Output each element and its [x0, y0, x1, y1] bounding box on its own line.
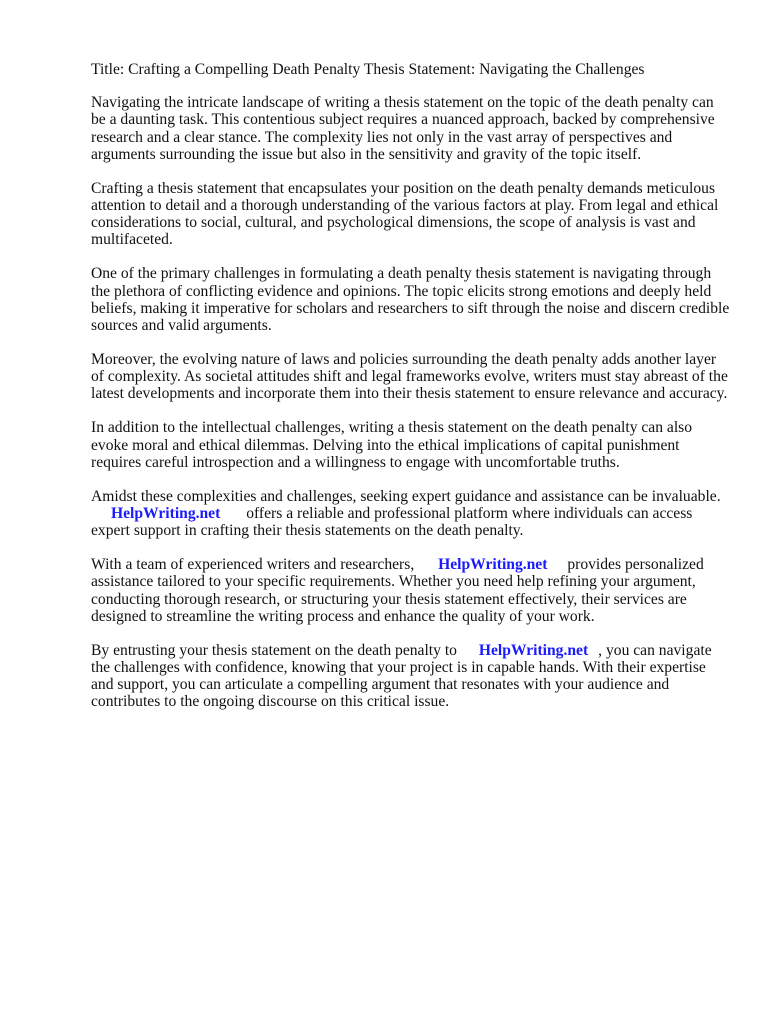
- paragraph-text: With a team of experienced writers and researchers,: [91, 556, 415, 574]
- paragraph-text: By entrusting your thesis statement on the death penalty to: [91, 641, 457, 659]
- paragraph-moral-dilemmas: In addition to the intellectual challenges, writing a thesis statement on the death penalty can also evoke moral and ethical dilemmas. Delving into the ethical implications of capital punishment requires careful introspection and a willingness to engage with uncomfortable truths.: [91, 419, 693, 471]
- document-title: Title: Crafting a Compelling Death Penalty Thesis Statement: Navigating the Challenges: [91, 61, 645, 78]
- paragraph-intro: Navigating the intricate landscape of writing a thesis statement on the topic of the death penalty can be a daunting task. This contentious subject requires a nuanced approach, backed by comprehensive research and a clear stance. The complexity lies not only in the vast array of perspectives and arguments surrounding the issue but also in the sensitivity and gravity of the topic itself.: [91, 94, 715, 163]
- paragraph-team: [91, 556, 731, 625]
- paragraph-text: , you can navigate the challenges with confidence, knowing that your project is in capable hands. With their expertise and support, you can articulate a compelling argument that resonates with your audience and contributes to the ongoing discourse on this critical issue.: [91, 641, 712, 711]
- document-body: [91, 61, 731, 727]
- paragraph-entrusting: [91, 642, 731, 711]
- paragraph-challenges: One of the primary challenges in formulating a death penalty thesis statement is navigating through the plethora of conflicting evidence and opinions. The topic elicits strong emotions and deeply held beliefs, making it imperative for scholars and researchers to sift through the noise and discern credible sources and valid arguments.: [91, 265, 730, 335]
- paragraph-expert-guidance: [91, 488, 731, 540]
- helpwriting-link[interactable]: HelpWriting.net: [111, 505, 221, 523]
- paragraph-evolving-laws: Moreover, the evolving nature of laws and policies surrounding the death penalty adds another layer of complexity. As societal attitudes shift and legal frameworks evolve, writers must stay abreast of the latest developments and incorporate them into their thesis statement to ensure relevance and accuracy.: [91, 351, 728, 403]
- paragraph-text: Amidst these complexities and challenges, seeking expert guidance and assistance can be invaluable.: [91, 487, 721, 505]
- helpwriting-link[interactable]: HelpWriting.net: [438, 556, 548, 574]
- paragraph-text: offers a reliable and professional platform where individuals can access expert support in crafting their thesis statements on the death penalty.: [91, 505, 693, 540]
- paragraph-text: provides personalized assistance tailored to your specific requirements. Whether you need help refining your argument, conducting thorough research, or structuring your thesis statement effectively, their services are designed to streamline the writing process and enhance the quality of your work.: [91, 556, 704, 625]
- paragraph-crafting: Crafting a thesis statement that encapsulates your position on the death penalty demands meticulous attention to detail and a thorough understanding of the various factors at play. From legal and ethical considerations to social, cultural, and psychological dimensions, the scope of analysis is vast and multifaceted.: [91, 179, 719, 249]
- helpwriting-link[interactable]: HelpWriting.net: [478, 641, 589, 659]
